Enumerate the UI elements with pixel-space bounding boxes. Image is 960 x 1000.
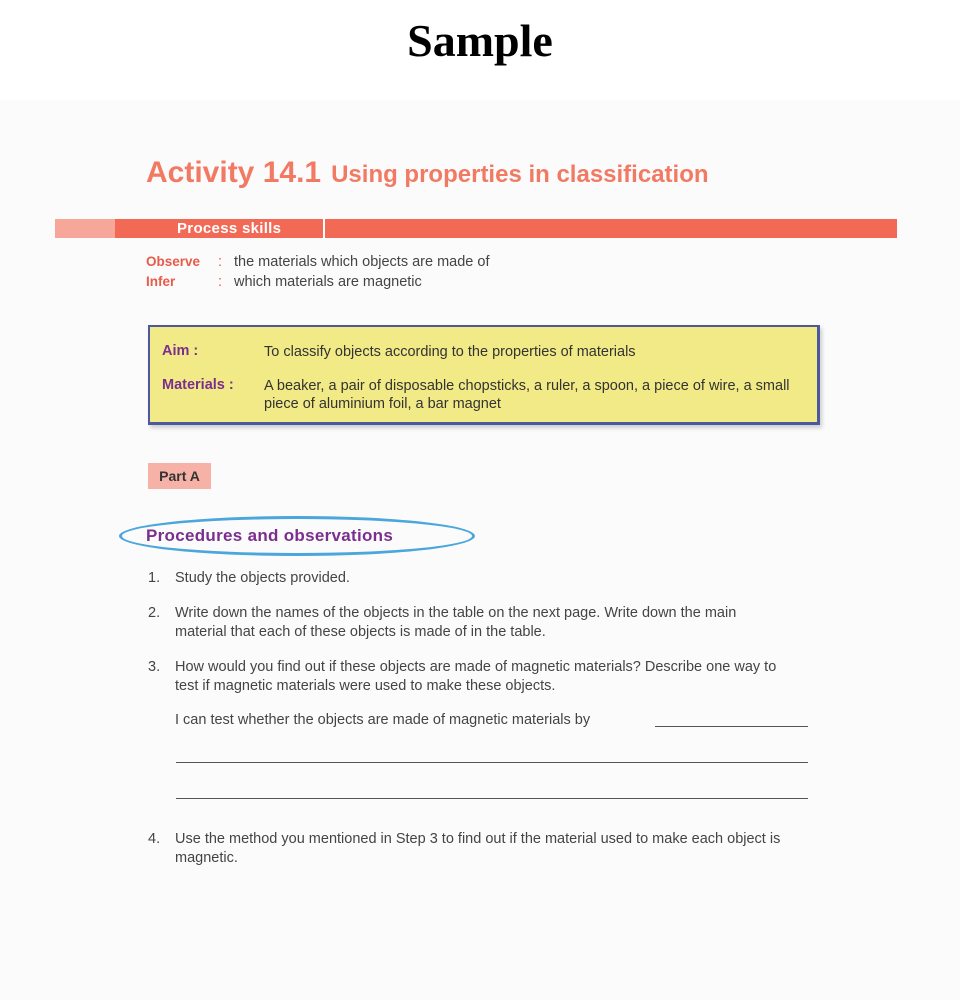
step-text: Use the method you mentioned in Step 3 to find out if the material used to make each object is magnetic. [175, 831, 781, 866]
skill-row-observe: Observe : the materials which objects are made of [146, 254, 490, 270]
aim-materials-box [148, 325, 820, 425]
skill-key: Observe [146, 254, 201, 269]
step-number: 2. [148, 605, 161, 621]
skill-value: the materials which objects are made of [234, 254, 490, 270]
materials-text: A beaker, a pair of disposable chopsticks, a ruler, a spoon, a piece of wire, a small piece of aluminium foil, a bar magnet [264, 378, 790, 412]
skill-row-infer: Infer : which materials are magnetic [146, 274, 422, 290]
activity-number: Activity 14.1 [146, 156, 322, 189]
skill-key: Infer [146, 274, 176, 289]
answer-line[interactable] [176, 798, 808, 799]
aim-label: Aim : [162, 343, 199, 359]
step-number: 4. [148, 831, 161, 847]
aim-text: To classify objects according to the properties of materials [264, 344, 636, 360]
skill-value: which materials are magnetic [234, 274, 422, 290]
activity-name: Using properties in classification [331, 161, 709, 188]
materials-label: Materials : [162, 377, 234, 393]
answer-line[interactable] [655, 726, 808, 727]
process-skills-label: Process skills [173, 219, 287, 238]
answer-line[interactable] [176, 762, 808, 763]
answer-lead-text: I can test whether the objects are made of magnetic materials by [175, 712, 591, 728]
page-title: Sample [407, 15, 553, 66]
activity-heading [146, 156, 709, 190]
step-number: 1. [148, 570, 161, 586]
procedures-title: Procedures and observations [146, 526, 394, 545]
bar-accent [55, 219, 115, 238]
step-text: Study the objects provided. [175, 570, 350, 586]
process-skills-bar [55, 219, 897, 238]
step-text: How would you find out if these objects are made of magnetic materials? Describe one way to test if magnetic materials were used to make these objects. [175, 659, 777, 694]
step-number: 3. [148, 659, 161, 675]
step-text: Write down the names of the objects in the table on the next page. Write down the main material that each of these objects is made of in the table. [175, 605, 737, 640]
part-a-label: Part A [148, 463, 211, 489]
bar-divider [323, 219, 325, 238]
